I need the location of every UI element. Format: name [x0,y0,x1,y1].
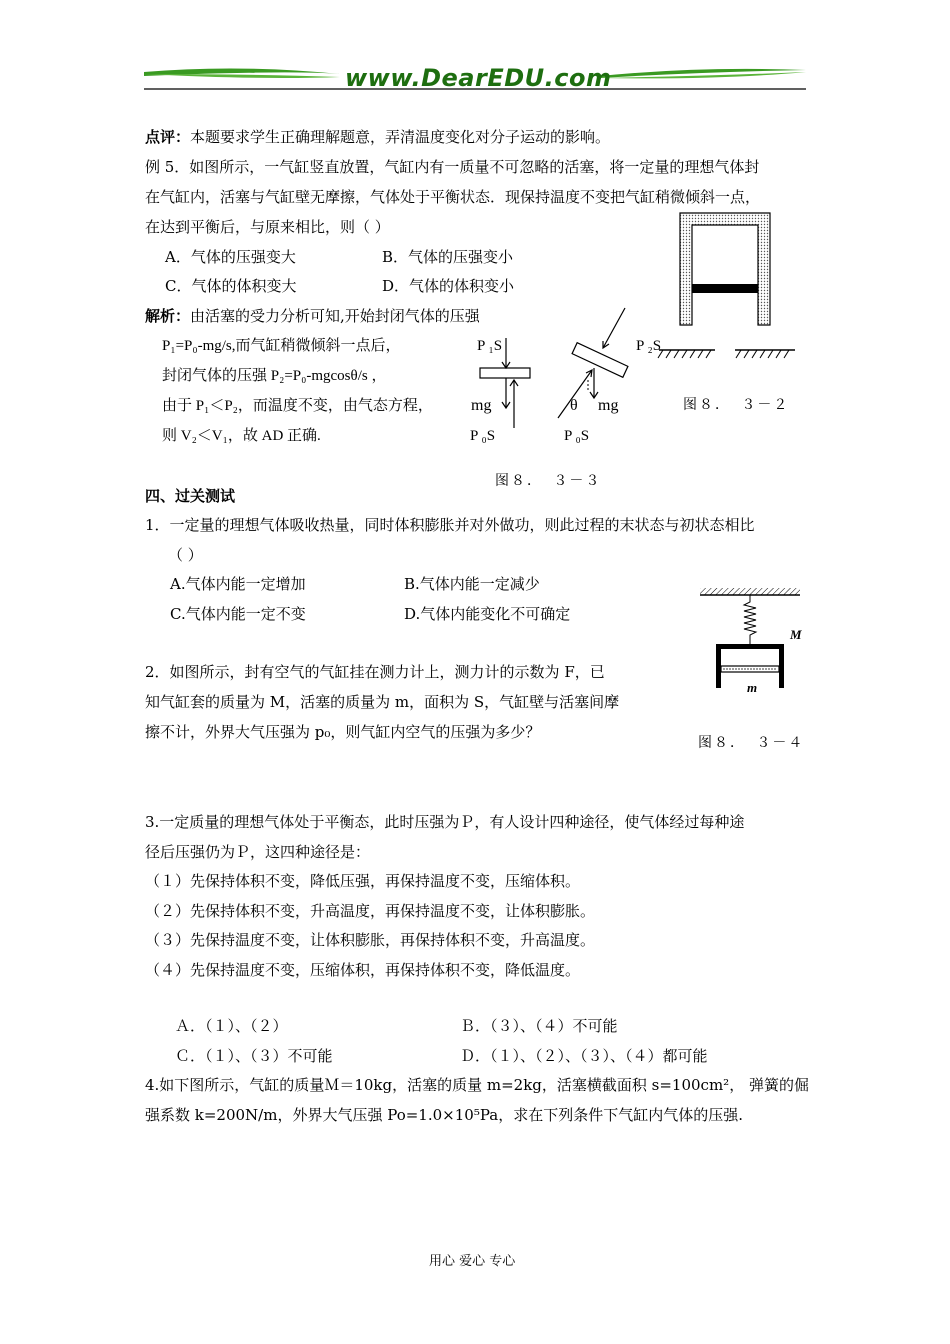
fig3-label-mg-left: mg [471,397,492,414]
q3-line1: 3.一定质量的理想气体处于平衡态，此时压强为Ｐ，有人设计四种途径，使气体经过每种途 [145,813,745,831]
solution-line2: P₁=P₀-mg/s,而气缸稍微倾斜一点后， [162,338,401,354]
fig4-label-m: m [747,680,758,695]
review-label: 点评： [145,128,191,146]
solution-line5: 则 V₂＜V₁，故 AD 正确. [162,428,321,444]
q3-line2: 径后压强仍为Ｐ，这四种途径是： [145,843,371,861]
fig3-label-p1s: P ₁S [477,338,503,354]
site-logo-text: www.DearEDU.com [345,64,612,92]
q3-item2: （２）先保持体积不变，升高温度，再保持温度不变，让体积膨胀。 [145,902,596,920]
q3-item3: （３）先保持温度不变，让体积膨胀，再保持体积不变，升高温度。 [145,931,596,949]
example5-option-c: C．气体的体积变大 [165,277,297,295]
solution-line3: 封闭气体的压强 P₂=P₀-mgcosθ/s ， [162,368,387,384]
example5-option-a: A．气体的压强变大 [165,248,296,266]
solution-label: 解析： [145,307,191,325]
q3-option-c: Ｃ．（１）、（３）不可能 [175,1047,333,1065]
fig3-label-p2s: P ₂S [636,338,662,354]
fig4-label-M: M [790,627,802,642]
fig3-label-mg-right: mg [598,397,619,414]
q2-line3: 擦不计，外界大气压强为 p₀，则气缸内空气的压强为多少？ [145,723,541,741]
section-title: 四、过关测试 [145,487,236,505]
fig3-label-theta: θ [570,397,578,414]
example5-option-d: D．气体的体积变小 [382,277,515,295]
figure-8-3-2-caption: 图８． ３－２ [683,397,790,413]
q3-item4: （４）先保持温度不变，压缩体积，再保持体积不变，降低温度。 [145,961,581,979]
q3-option-a: Ａ．（１）、（２） [175,1017,288,1035]
q3-option-d: Ｄ．（１）、（２）、（３）、（４）都可能 [460,1047,708,1065]
figure-8-3-3-caption: 图８． ３－３ [495,473,602,489]
solution-line4: 由于 P₁＜P₂，而温度不变，由气态方程， [162,398,433,414]
solution-text-1: 由活塞的受力分析可知,开始封闭气体的压强 [190,307,480,325]
fig3-label-p0s-left: P ₀S [470,428,496,444]
q2-line1: 2．如图所示，封有空气的气缸挂在测力计上，测力计的示数为 F，已 [145,663,605,681]
figure-8-3-2-cylinder [655,205,800,370]
q4-line2: 强系数 k=200N/m，外界大气压强 Po=1.0×10⁵Pa，求在下列条件下气缸内气体的压强. [145,1106,743,1124]
review-text: 本题要求学生正确理解题意，弄清温度变化对分子运动的影响。 [190,128,611,146]
figure-8-3-4-caption: 图８． ３－４ [698,735,805,751]
figure-8-3-3-diagram [470,300,650,430]
example5-line1: 例 5．如图所示，一气缸竖直放置，气缸内有一质量不可忽略的活塞，将一定量的理想气体封 [145,158,760,176]
example5-option-b: B．气体的压强变小 [382,248,514,266]
q2-line2: 知气缸套的质量为 M，活塞的质量为 m，面积为 S，气缸壁与活塞间摩 [145,693,620,711]
q1-option-c: C.气体内能一定不变 [170,605,306,623]
fig3-label-p0s-right: P ₀S [564,428,590,444]
footer-text: 用心 爱心 专心 [429,1254,516,1269]
q3-item1: （１）先保持体积不变，降低压强，再保持温度不变，压缩体积。 [145,872,581,890]
q1-option-a: A.气体内能一定增加 [170,575,306,593]
q1-option-b: B.气体内能一定减少 [404,575,540,593]
q4-line1: 4.如下图所示，气缸的质量Ｍ＝10kg，活塞的质量 m=2kg，活塞横截面积 s=100cm²， 弹簧的倔 [145,1076,809,1094]
q1-option-d: D.气体内能变化不可确定 [404,605,571,623]
q1-line1: 1．一定量的理想气体吸收热量，同时体积膨胀并对外做功，则此过程的末状态与初状态相比 [145,516,755,534]
review-line [145,127,610,147]
example5-line2: 在气缸内，活塞与气缸壁无摩擦，气体处于平衡状态．现保持温度不变把气缸稍微倾斜一点， [145,188,761,206]
solution-line1 [145,306,480,326]
example5-line3: 在达到平衡后，与原来相比，则（ ） [145,218,390,236]
q3-option-b: Ｂ．（３）、（４）不可能 [460,1017,618,1035]
q1-line2: （ ） [168,546,203,564]
